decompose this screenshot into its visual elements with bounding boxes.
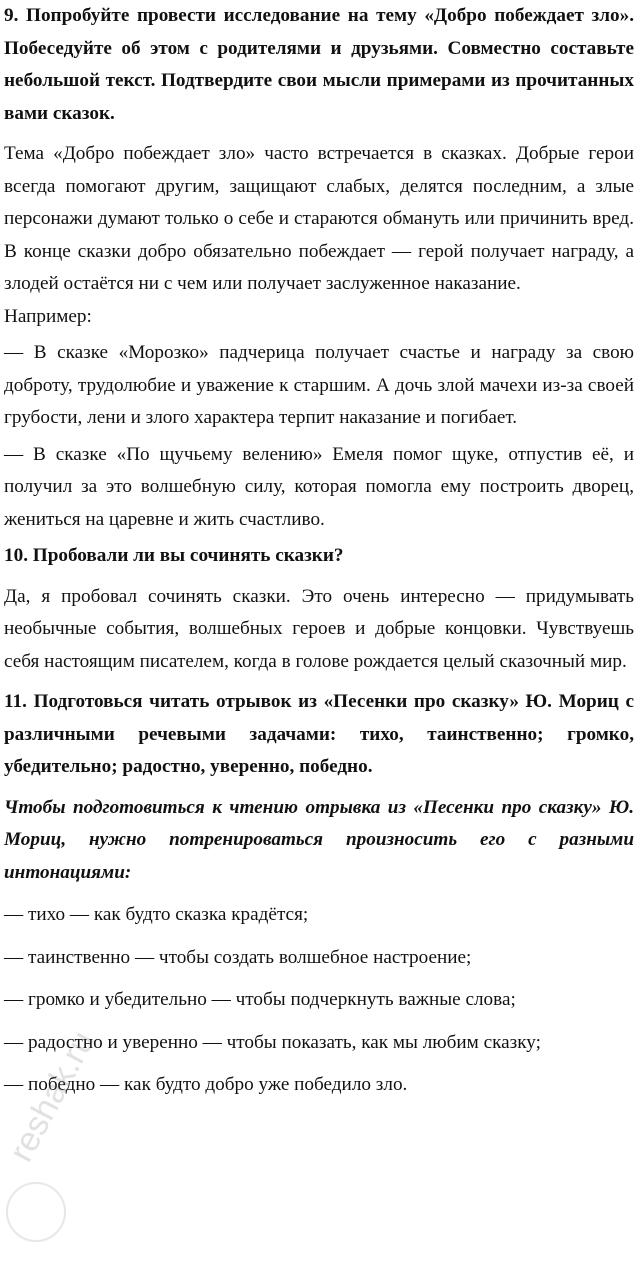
q9-answer: Тема «Добро побеждает зло» часто встречается в сказках. Добрые герои всегда помогают другим, защищают слабых, делятся последним, а злые персонажи думают только о себе и стараются обмануть или причинить вред. В конце сказки добро обязательно побеждает — герой получает награду, а злодей остаётся ни с чем или получает заслуженное наказание. xyxy=(4,143,634,294)
q11-item-victorious: — победно — как будто добро уже победило зло. xyxy=(4,1074,408,1095)
watermark-circle xyxy=(6,1182,66,1242)
q11-item-quiet: — тихо — как будто сказка крадётся; xyxy=(4,904,309,925)
q11-item-loud: — громко и убедительно — чтобы подчеркнуть важные слова; xyxy=(4,989,516,1010)
q9-example-morozko: — В сказке «Морозко» падчерица получает счастье и награду за свою доброту, трудолюбие и уважение к старшим. А дочь злой мачехи из-за своей грубости, лени и злого характера терпит наказание и погибает. xyxy=(4,342,634,428)
q9-question: 9. Попробуйте провести исследование на тему «Добро побеждает зло». Побеседуйте об этом с родителями и друзьями. Совместно составьте небольшой текст. Подтвердите свои мысли примерами из прочитанных вами сказок. xyxy=(4,5,634,124)
q11-question: 11. Подготовься читать отрывок из «Песенки про сказку» Ю. Мориц с различными речевыми задачами: тихо, таинственно; громко, убедительно; радостно, уверенно, победно. xyxy=(4,691,634,777)
q10-answer: Да, я пробовал сочинять сказки. Это очень интересно — придумывать необычные события, волшебных героев и добрые концовки. Чувствуешь себя настоящим писателем, когда в голове рождается целый сказочный мир. xyxy=(4,585,634,672)
q11-item-joyful: — радостно и уверенно — чтобы показать, как мы любим сказку; xyxy=(4,1031,541,1053)
q11-intro: Чтобы подготовиться к чтению отрывка из «Песенки про сказку» Ю. Мориц, нужно потренироваться произносить его с разными интонациями: xyxy=(4,796,634,883)
watermark-text: reshak.ru xyxy=(2,1024,103,1168)
q9-example-emelya: — В сказке «По щучьему велению» Емеля помог щуке, отпустив её, и получил за это волшебную силу, которая помогла ему построить дворец, жениться на царевне и жить счастливо. xyxy=(4,443,634,530)
q11-item-mysterious: — таинственно — чтобы создать волшебное настроение; xyxy=(4,946,472,968)
q10-question: 10. Пробовали ли вы сочинять сказки? xyxy=(4,545,344,566)
q9-example-intro: Например: xyxy=(4,305,92,327)
